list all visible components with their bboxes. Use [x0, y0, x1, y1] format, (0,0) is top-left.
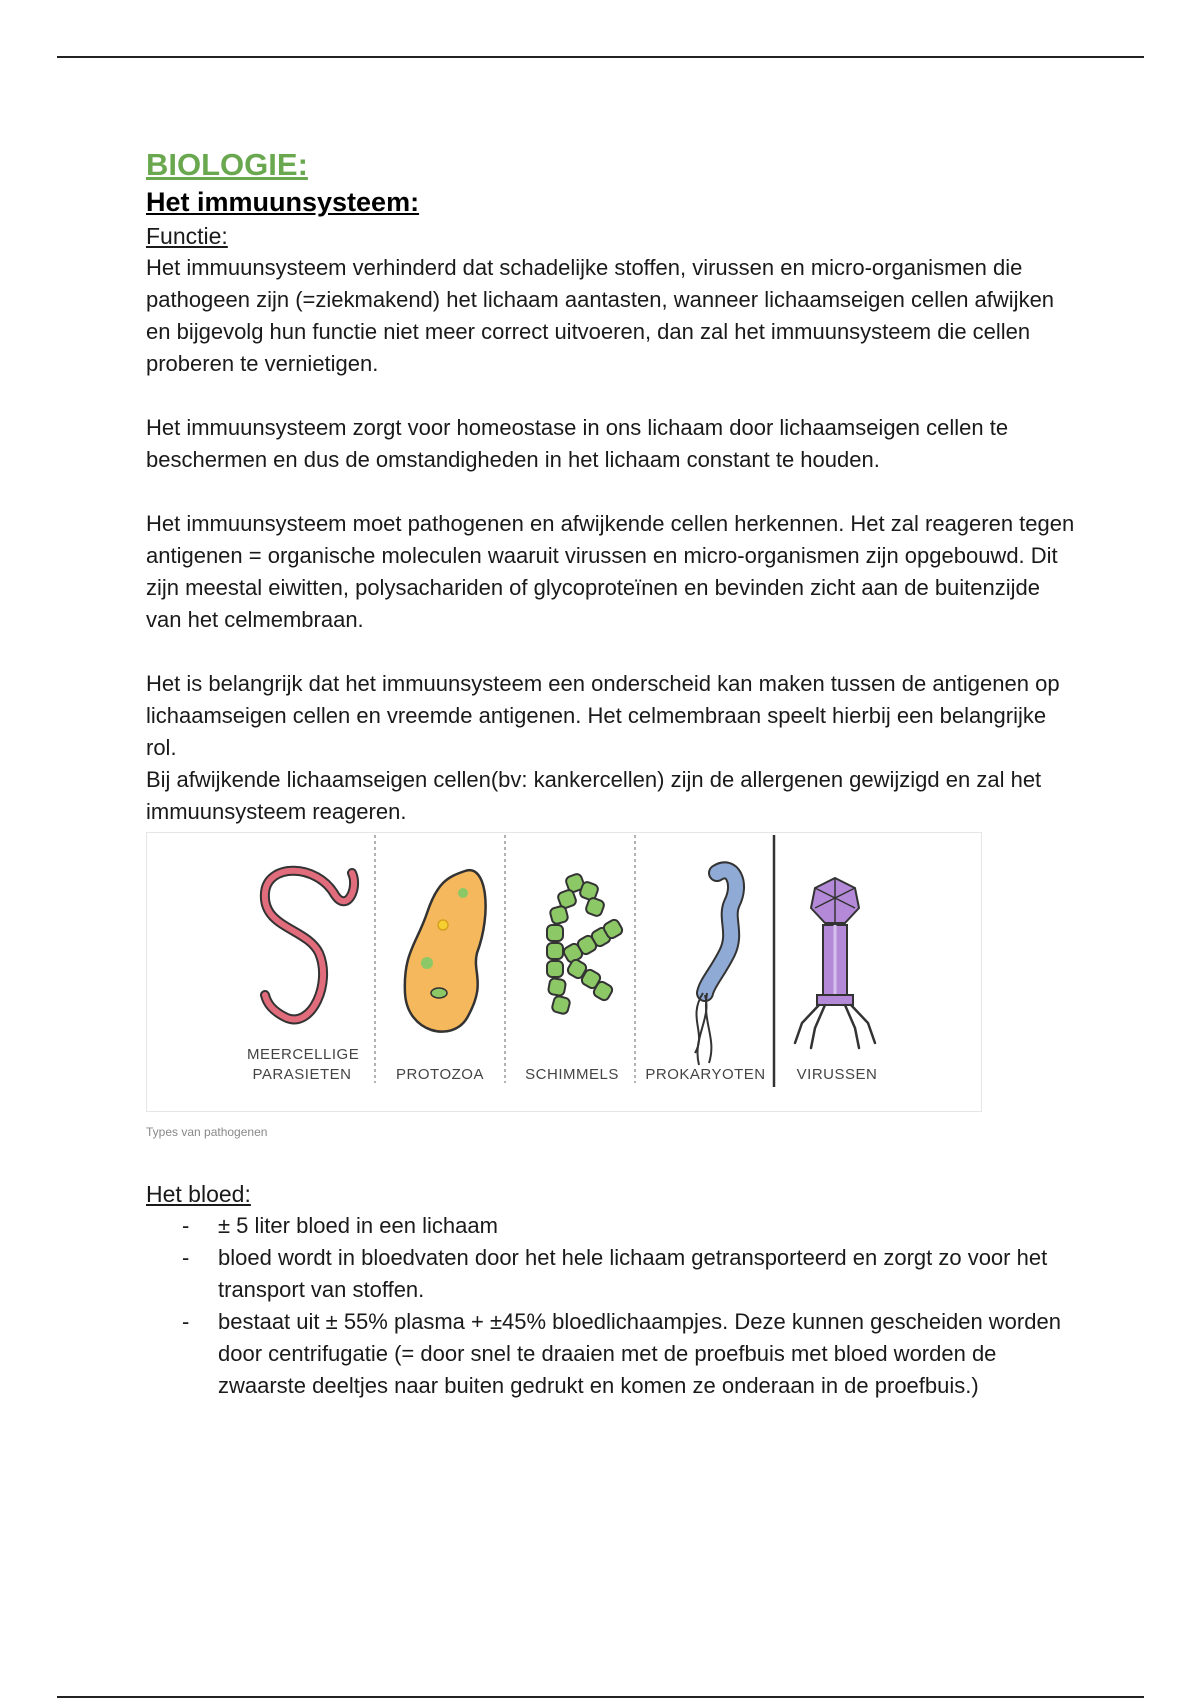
worm-icon	[265, 871, 354, 1020]
hypha-cell	[548, 978, 567, 997]
blood-bullet-list	[146, 1210, 1076, 1402]
list-item	[146, 1242, 1076, 1306]
hypha-cell	[547, 961, 563, 977]
list-item	[146, 1306, 1076, 1402]
chapter-title: Het immuunsysteem:	[146, 187, 420, 217]
function-paragraph-2: Het immuunsysteem zorgt voor homeostase in ons lichaam door lichaamseigen cellen te beschermen en dus de omstandigheden in het lichaam constant te houden.	[146, 415, 1009, 472]
label-prokaryoten: PROKARYOTEN	[645, 1066, 766, 1083]
function-paragraph-3: Het immuunsysteem moet pathogenen en afwijkende cellen herkennen. Het zal reageren tegen antigenen = organische moleculen waaruit virussen en micro-organismen zijn opgebouwd. Dit zijn meestal eiwitten, polysachariden of glycoproteïnen en bevinden zicht aan de buitenzijde van het celmembraan.	[146, 511, 1075, 632]
label-meercellige-parasieten: MEERCELLIGE PARASIETEN	[247, 1046, 360, 1083]
blood-heading: Het bloed:	[146, 1181, 251, 1207]
bullet-text: bloed wordt in bloedvaten door het hele lichaam getransporteerd en zorgt zo voor het transport van stoffen.	[218, 1245, 1048, 1302]
pathogen-types-figure	[146, 832, 982, 1112]
bullet-text: bestaat uit ± 55% plasma + ±45% bloedlichaampjes. Deze kunnen gescheiden worden door centrifugatie (= door snel te draaien met de proefbuis met bloed worden de zwaarste deeltjes naar buiten gedrukt en komen ze onderaan in de proefbuis.)	[218, 1309, 1061, 1398]
bacteria-icon	[695, 870, 736, 1065]
function-heading: Functie:	[146, 223, 228, 249]
bullet-text: ± 5 liter bloed in een lichaam	[218, 1213, 498, 1238]
fungi-icon	[547, 873, 624, 1015]
label-schimmels: SCHIMMELS	[525, 1066, 619, 1083]
virus-icon	[795, 878, 875, 1048]
hypha-cell	[547, 925, 563, 941]
function-paragraph-4: Het is belangrijk dat het immuunsysteem een onderscheid kan maken tussen de antigenen op lichaamseigen cellen en vreemde antigenen. Het celmembraan speelt hierbij een belangrijke rol.	[146, 671, 1060, 760]
bullet-marker: -	[182, 1309, 190, 1334]
bullet-marker: -	[182, 1245, 190, 1270]
hypha-cell	[547, 943, 563, 959]
function-paragraph-5: Bij afwijkende lichaamseigen cellen(bv: kankercellen) zijn de allergenen gewijzigd en zal het immuunsysteem reageren.	[146, 767, 1042, 824]
bullet-marker: -	[182, 1213, 190, 1238]
label-protozoa: PROTOZOA	[396, 1066, 484, 1083]
subject-title: BIOLOGIE:	[146, 147, 308, 182]
page-top-rule	[57, 56, 1144, 58]
function-paragraph-1: Het immuunsysteem verhinderd dat schadelijke stoffen, virussen en micro-organismen die pathogeen zijn (=ziekmakend) het lichaam aantasten, wanneer lichaamseigen cellen afwijken en bijgevolg hun functie niet meer correct uitvoeren, dan zal het immuunsysteem die cellen proberen te vernietigen.	[146, 255, 1055, 376]
protozoa-icon	[405, 870, 486, 1031]
list-item	[146, 1210, 1076, 1242]
page-content	[146, 146, 1076, 1402]
label-virussen: VIRUSSEN	[796, 1066, 878, 1083]
page-bottom-rule	[57, 1696, 1144, 1698]
hypha-cell	[549, 905, 569, 925]
figure-caption: Types van pathogenen	[146, 1125, 268, 1139]
hypha-cell	[551, 995, 571, 1015]
